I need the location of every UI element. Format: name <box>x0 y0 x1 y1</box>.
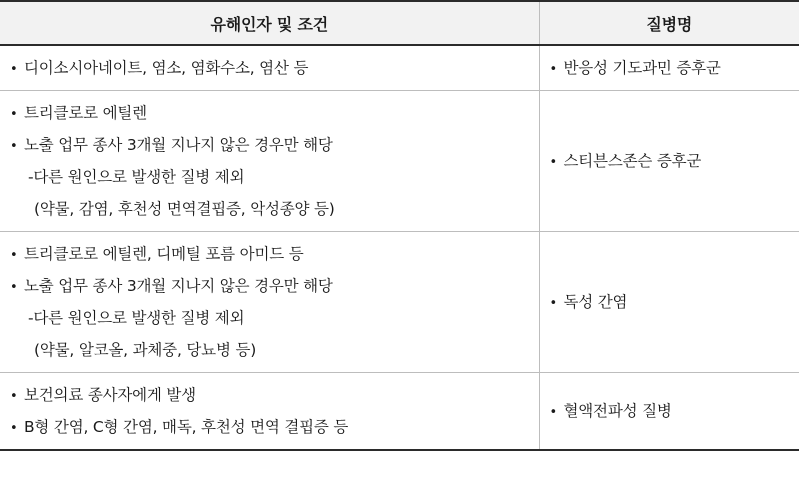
disease-cell <box>539 232 799 373</box>
condition-line: • 노출 업무 종사 3개월 지나지 않은 경우만 해당 <box>10 270 539 302</box>
table-row <box>0 45 799 91</box>
table-row <box>0 232 799 373</box>
condition-cell <box>0 45 539 91</box>
table-row <box>0 91 799 232</box>
header-disease: 질병명 <box>539 1 799 45</box>
condition-exclusion-examples: (약물, 알코올, 과체중, 당뇨병 등) <box>34 341 257 359</box>
condition-cell <box>0 232 539 373</box>
condition-line: • B형 간염, C형 간염, 매독, 후천성 면역 결핍증 등 <box>10 411 539 443</box>
disease-name: • 독성 간염 <box>550 286 799 318</box>
table-header-row <box>0 1 799 45</box>
condition-exclusion-examples: (약물, 감염, 후천성 면역결핍증, 악성종양 등) <box>34 200 335 218</box>
condition-line: • 디이소시아네이트, 염소, 염화수소, 염산 등 <box>10 52 539 84</box>
condition-cell <box>0 91 539 232</box>
condition-exclusion-line: -다른 원인으로 발생한 질병 제외 <box>28 168 245 186</box>
disease-name: • 혈액전파성 질병 <box>550 395 799 427</box>
condition-line: • 노출 업무 종사 3개월 지나지 않은 경우만 해당 <box>10 129 539 161</box>
condition-line: • 트리클로로 에틸렌 <box>10 97 539 129</box>
condition-line: • 보건의료 종사자에게 발생 <box>10 379 539 411</box>
header-condition: 유해인자 및 조건 <box>0 1 539 45</box>
condition-exclusion-line: -다른 원인으로 발생한 질병 제외 <box>28 309 245 327</box>
condition-line: • 트리클로로 에틸렌, 디메틸 포름 아미드 등 <box>10 238 539 270</box>
disease-name: • 반응성 기도과민 증후군 <box>550 52 799 84</box>
condition-cell <box>0 373 539 451</box>
disease-cell <box>539 91 799 232</box>
disease-cell <box>539 45 799 91</box>
table-row <box>0 373 799 451</box>
disease-name: • 스티븐스존슨 증후군 <box>550 145 799 177</box>
disease-cell <box>539 373 799 451</box>
